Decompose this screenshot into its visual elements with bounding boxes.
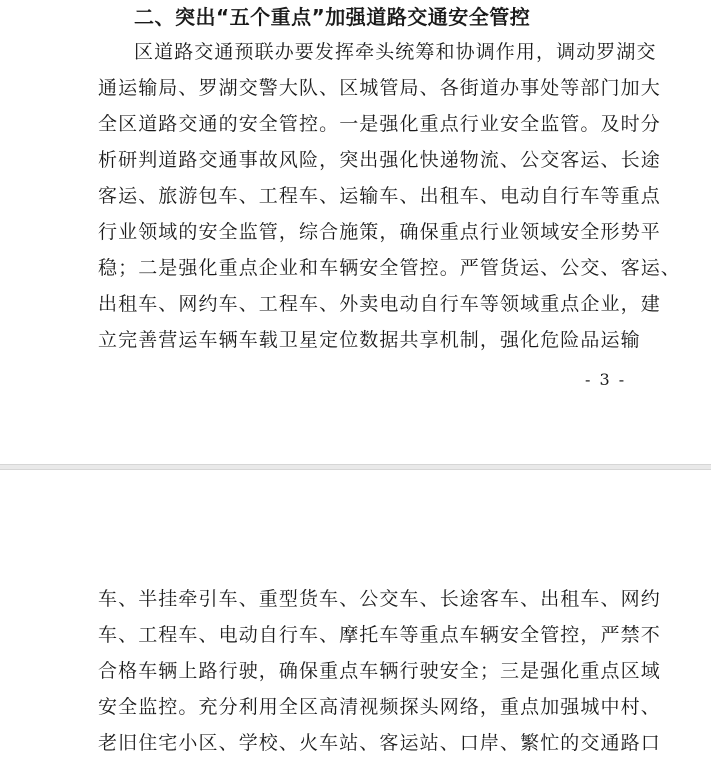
paragraph-line: 行业领域的安全监管，综合施策，确保重点行业领域安全形势平 (98, 221, 661, 243)
paragraph-line: 安全监控。充分利用全区高清视频探头网络，重点加强城中村、 (98, 696, 661, 718)
page-number: - 3 - (585, 370, 627, 389)
paragraph-line: 客运、旅游包车、工程车、运输车、出租车、电动自行车等重点 (98, 185, 661, 207)
paragraph-line: 稳；二是强化重点企业和车辆安全管控。严管货运、公交、客运、 (98, 257, 681, 279)
paragraph-line: 车、工程车、电动自行车、摩托车等重点车辆安全管控，严禁不 (98, 624, 661, 646)
paragraph-line: 出租车、网约车、工程车、外卖电动自行车等领域重点企业，建 (98, 293, 661, 315)
paragraph-line: 合格车辆上路行驶，确保重点车辆行驶安全；三是强化重点区域 (98, 660, 661, 682)
paragraph-line: 立完善营运车辆车载卫星定位数据共享机制，强化危险品运输 (98, 329, 641, 351)
section-heading: 二、突出“五个重点”加强道路交通安全管控 (134, 5, 531, 29)
paragraph-line: 通运输局、罗湖交警大队、区城管局、各街道办事处等部门加大 (98, 77, 661, 99)
paragraph-line: 老旧住宅小区、学校、火车站、客运站、口岸、繁忙的交通路口 (98, 732, 661, 754)
document-page-bottom (0, 470, 711, 760)
paragraph-line: 车、半挂牵引车、重型货车、公交车、长途客车、出租车、网约 (98, 588, 661, 610)
paragraph-line: 全区道路交通的安全管控。一是强化重点行业安全监管。及时分 (98, 113, 661, 135)
paragraph-line: 析研判道路交通事故风险，突出强化快递物流、公交客运、长途 (98, 149, 661, 171)
paragraph-line: 区道路交通预联办要发挥牵头统筹和协调作用，调动罗湖交 (134, 41, 657, 63)
